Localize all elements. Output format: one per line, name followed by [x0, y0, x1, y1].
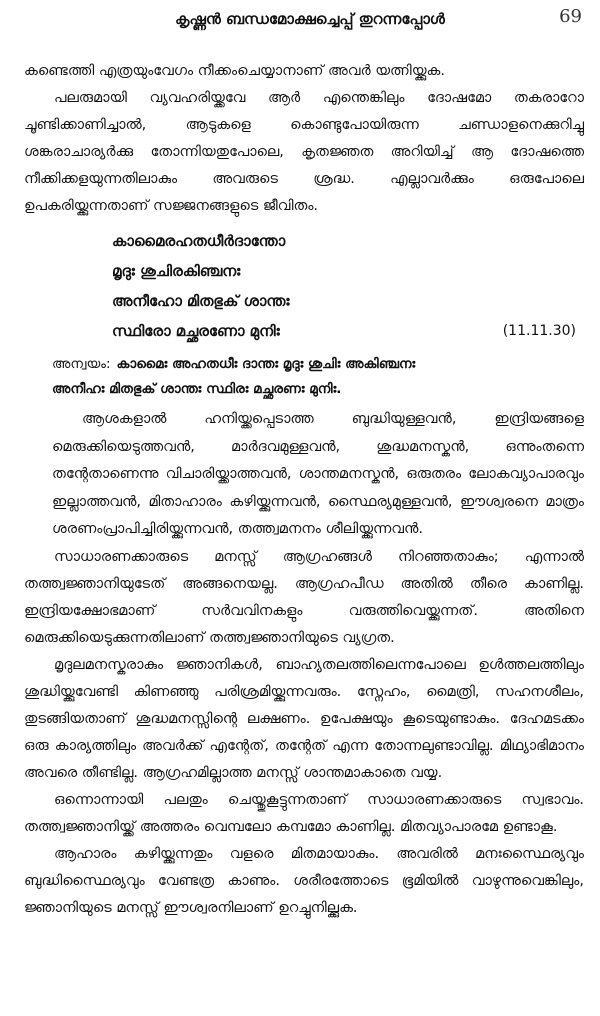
verse-line: കാമൈരഹതധീർദാന്തോ — [112, 232, 286, 250]
anvaya-label: അന്വയം: — [52, 356, 111, 372]
verse-line: മൃദുഃ ശുചിരകിഞ്ചനഃ — [112, 262, 241, 280]
page-number: 69 — [559, 6, 582, 27]
paragraph: മൃദുലമനസ്കരാകും ജ്ഞാനികൾ, ബാഹ്യതലത്തിലെന്നപോലെ ഉൾത്തലത്തിലും ശുദ്ധിയ്ക്കുവേണ്ടി കിണഞ്ഞു പരിശ്രമിയ്ക്കുന്നവരും. സ്നേഹം, മൈത്രി, സഹനശീലം, തുടങ്ങിയതാണ് ശുദ്ധമനസ്സിന്റെ ലക്ഷണം. ഉപേക്ഷയും കൂടെയുണ്ടാകും. ദേഹമടക്കം ഒരു കാര്യത്തിലും അവർക്ക് എന്റേത്, തന്റേത് എന്ന തോന്നലുണ്ടാവില്ല. മിഥ്യാഭിമാനം അവരെ തീണ്ടില്ല. ആഗ്രഹമില്ലാത്ത മനസ്സ് ശാന്തമാകാതെ വയ്യ. — [24, 656, 584, 781]
verse-line: അനീഹോ മിതഭുക് ശാന്തഃ — [112, 292, 290, 310]
anvaya-block — [52, 352, 584, 402]
verse-line — [112, 316, 576, 346]
paragraph: കണ്ടെത്തി എത്രയുംവേഗം നീക്കംചെയ്യാനാണ് അവർ യത്നിയ്ക്കുക. — [24, 63, 445, 79]
running-title: കൃഷ്ണൻ ബന്ധമോക്ഷച്ചെപ്പ് തുറന്നപ്പോൾ — [175, 10, 445, 28]
paragraph: ആഹാരം കഴിയ്ക്കുന്നതും വളരെ മിതമായാകും. അവരിൽ മനഃസ്ഥൈര്യവും ബുദ്ധിസ്ഥൈര്യവും വേണ്ടത്ര കാണും. ശരീരത്തോടെ ഭൂമിയിൽ വാഴുന്നുവെങ്കിലും, ജ്ഞാനിയുടെ മനസ്സ് ഈശ്വരനിലാണ് ഉറച്ചുനില്ക്കുക. — [24, 845, 584, 916]
page-header — [0, 4, 600, 34]
anvaya-text: കാമൈഃ അഹതധീഃ ദാന്തഃ മൃദുഃ ശുചിഃ അകിഞ്ചനഃ — [116, 356, 416, 372]
verse-line-text: സ്ഥിരോ മച്ഛരണോ മുനിഃ — [112, 322, 280, 340]
anvaya-line-2: അനീഹഃ മിതഭുക് ശാന്തഃ സ്ഥിരഃ മച്ഛരണഃ മുനിഃ. — [52, 381, 342, 397]
verse-meaning: ആശകളാൽ ഹനിയ്ക്കപ്പെടാത്ത ബുദ്ധിയുള്ളവൻ, ഇന്ദ്രിയങ്ങളെ മെരുക്കിയെടുത്തവൻ, മാർദവമുള്ളവൻ, ശുദ്ധമനസ്കൻ, ഒന്നുംതന്നെ തന്റേതാണെന്നു വിചാരിയ്ക്കാത്തവൻ, ശാന്തമനസ്കൻ, ഒരുതരം ലോകവ്യാപാരവും ഇല്ലാത്തവൻ, മിതാഹാരം കഴിയ്ക്കുന്നവൻ, സ്ഥൈര്യമുള്ളവൻ, ഈശ്വരനെ മാത്രം ശരണംപ്രാപിച്ചിരിയ്ക്കുന്നവൻ, തത്ത്വമനനം ശീലിയ്ക്കുന്നവൻ. — [52, 411, 584, 537]
body-text — [24, 58, 584, 922]
sanskrit-verse — [112, 226, 576, 346]
paragraph: ഒന്നൊന്നായി പലതും ചെയ്തുകൂട്ടുന്നതാണ് സാധാരണക്കാരുടെ സ്വഭാവം. തത്ത്വജ്ഞാനിയ്ക്ക് അത്തരം വെമ്പലോ കമ്പമോ കാണില്ല. മിതവ്യാപാരമേ ഉണ്ടാകൂ. — [24, 791, 584, 835]
paragraph: സാധാരണക്കാരുടെ മനസ്സ് ആഗ്രഹങ്ങൾ നിറഞ്ഞതാകും; എന്നാൽ തത്ത്വജ്ഞാനിയുടേത് അങ്ങനെയല്ല. ആഗ്രഹപീഡ അതിൽ തീരെ കാണില്ല. ഇന്ദ്രിയക്ഷോഭമാണ് സർവവിനകളും വരുത്തിവെയ്ക്കുന്നത്. അതിനെ മെരുക്കിയെടുക്കുന്നതിലാണ് തത്ത്വജ്ഞാനിയുടെ വ്യഗ്രത. — [24, 548, 584, 646]
paragraph: പലരുമായി വ്യവഹരിയ്ക്കവേ ആർ എന്തെങ്കിലും ദോഷമോ തകരാറോ ചൂണ്ടിക്കാണിച്ചാൽ, ആടുകളെ കൊണ്ടുപോയിരുന്ന ചണ്ഡാളനെക്കുറിച്ചു ശങ്കരാചാര്യർക്കു തോന്നിയതുപോലെ, കൃതജ്ഞത അറിയിച്ച് ആ ദോഷത്തെ നീക്കിക്കളയുന്നതിലാകും അവരുടെ ശ്രദ്ധ. എല്ലാവർക്കും ഒരുപോലെ ഉപകരിയ്ക്കുന്നതാണ് സജ്ജനങ്ങളുടെ ജീവിതം. — [24, 90, 584, 214]
verse-reference: (11.11.30) — [502, 323, 576, 339]
anvaya-line-1 — [52, 352, 584, 377]
